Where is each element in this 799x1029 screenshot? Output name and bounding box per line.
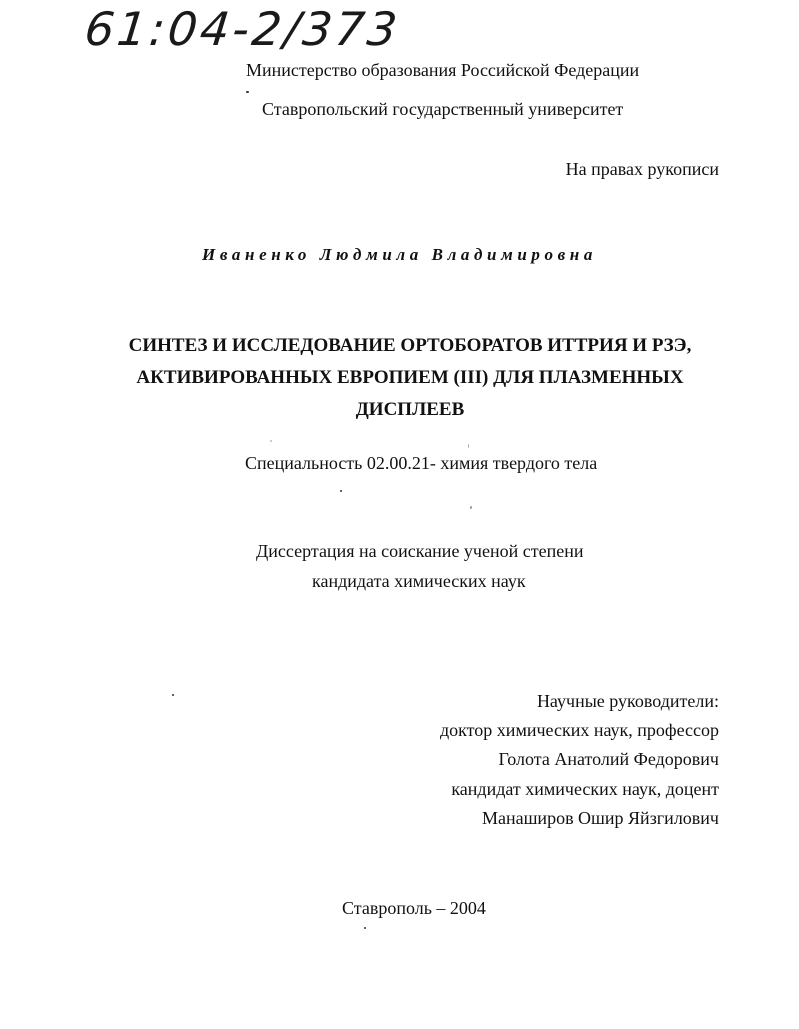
dissertation-degree-line1: Диссертация на соискание ученой степени xyxy=(256,541,584,561)
title-line: ДИСПЛЕЕВ xyxy=(355,399,465,420)
scan-speck xyxy=(470,506,472,509)
dissertation-title xyxy=(0,330,799,426)
scan-speck xyxy=(270,440,272,442)
supervisor-2-name: Манаширов Ошир Яйзгилович xyxy=(481,808,719,828)
title-line: АКТИВИРОВАННЫХ ЕВРОПИЕМ (III) ДЛЯ ПЛАЗМЕННЫХ xyxy=(136,367,684,388)
dissertation-degree-line2: кандидата химических наук xyxy=(312,571,526,591)
supervisors-heading: Научные руководители: xyxy=(536,691,719,711)
author-name: Иваненко Людмила Владимировна xyxy=(202,245,597,264)
scan-speck xyxy=(172,694,174,696)
scan-speck xyxy=(340,490,342,492)
supervisor-1-degree: доктор химических наук, профессор xyxy=(440,720,719,740)
archive-code-handwritten: 61:04-2/373 xyxy=(82,2,403,56)
scan-speck xyxy=(364,927,366,929)
supervisor-1-name: Голота Анатолий Федорович xyxy=(498,749,719,769)
ministry-name: Министерство образования Российской Федерации xyxy=(246,60,640,80)
supervisor-2-degree: кандидат химических наук, доцент xyxy=(451,779,719,799)
university-name: Ставропольский государственный университет xyxy=(262,99,624,119)
scan-speck xyxy=(246,91,249,93)
specialty: Специальность 02.00.21- химия твердого тела xyxy=(245,453,598,473)
title-line: СИНТЕЗ И ИССЛЕДОВАНИЕ ОРТОБОРАТОВ ИТТРИЯ И РЗЭ, xyxy=(128,335,692,356)
city-year: Ставрополь – 2004 xyxy=(342,898,486,918)
rights-note: На правах рукописи xyxy=(565,159,719,179)
scan-speck xyxy=(468,444,469,448)
